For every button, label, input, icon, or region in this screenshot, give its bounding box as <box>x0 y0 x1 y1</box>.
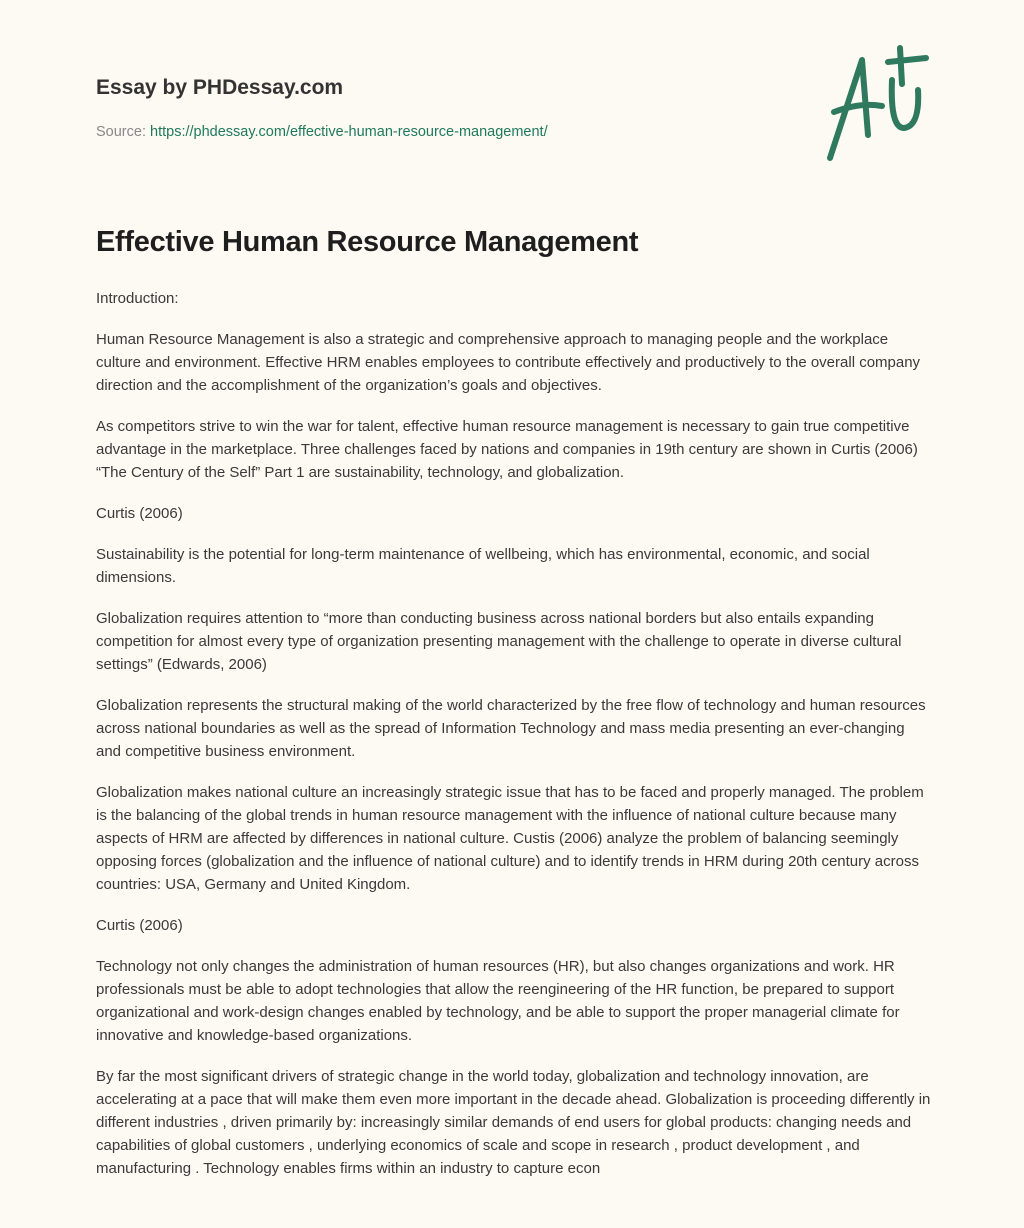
paragraph: Globalization makes national culture an increasingly strategic issue that has to be faced and properly managed. The problem is the balancing of the global trends in human resource management with the influence of national culture because many aspects of HRM are affected by differences in national culture. Custis (2006) analyze the problem of balancing seemingly opposing forces (globalization and the influence of national culture) and to identify trends in HRM during 20th century across countries: USA, Germany and United Kingdom. <box>96 784 924 893</box>
paragraph: Sustainability is the potential for long-term maintenance of wellbeing, which has environmental, economic, and social dimensions. <box>96 546 870 586</box>
brand-title: Essay by PHDessay.com <box>96 76 344 99</box>
paragraph: Human Resource Management is also a strategic and comprehensive approach to managing people and the workplace culture and environment. Effective HRM enables employees to contribute effectively and productively to the overall company direction and the accomplishment of the organization’s goals and objectives. <box>96 331 921 394</box>
source-line <box>96 124 548 140</box>
paragraph: By far the most significant drivers of strategic change in the world today, globalization and technology innovation, are accelerating at a pace that will make them even more important in the decade ahead. Globalization is proceeding differently in different industries , driven primarily by: increasingly similar demands of end users for global products: changing needs and capabilities of global customers , underlying economics of scale and scope in research , product development , and manufacturing . Technology enables firms within an industry to capture econ <box>96 1068 931 1177</box>
paragraph: Introduction: <box>96 290 179 307</box>
paragraph: Globalization represents the structural making of the world characterized by the free flow of technology and human resources across national boundaries as well as the spread of Information Technology and mass media presenting an ever-changing and competitive business environment. <box>96 697 926 760</box>
a-plus-logo-icon <box>820 40 930 165</box>
paragraph: Technology not only changes the administration of human resources (HR), but also changes organizations and work. HR professionals must be able to adopt technologies that allow the reengineering of the HR function, be prepared to support organizational and work-design changes enabled by technology, and be able to support the proper managerial climate for innovative and knowledge-based organizations. <box>96 958 900 1044</box>
paragraph: Curtis (2006) <box>96 917 183 934</box>
paragraph: Globalization requires attention to “more than conducting business across national borders but also entails expanding competition for almost every type of organization presenting management with the challenge to operate in diverse cultural settings” (Edwards, 2006) <box>96 610 902 673</box>
essay-body <box>96 287 932 1198</box>
source-label: Source: <box>96 124 146 140</box>
source-link[interactable]: https://phdessay.com/effective-human-resource-management/ <box>150 124 548 140</box>
paragraph: As competitors strive to win the war for talent, effective human resource management is necessary to gain true competitive advantage in the marketplace. Three challenges faced by nations and companies in 19th century are shown in Curtis (2006) “The Century of the Self” Part 1 are sustainability, technology, and globalization. <box>96 418 918 481</box>
paragraph: Curtis (2006) <box>96 505 183 522</box>
essay-title: Effective Human Resource Management <box>96 226 639 258</box>
